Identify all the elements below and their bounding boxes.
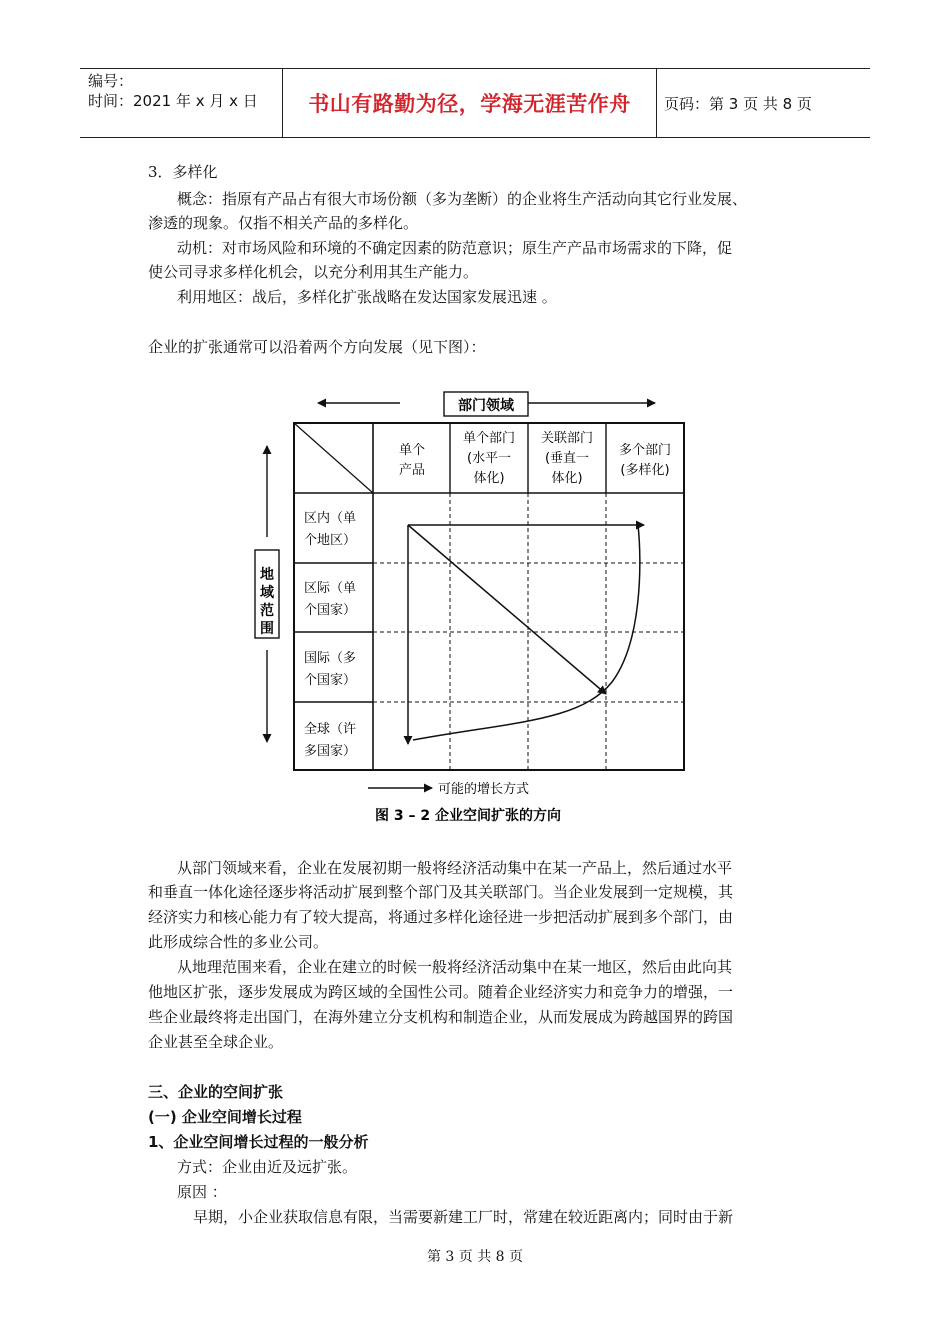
- side-label-char: 地: [260, 567, 274, 583]
- paragraph-line: 企业甚至全球企业。: [148, 1033, 284, 1051]
- side-label-char: 范: [260, 603, 274, 619]
- header-time: 时间：2021 年 x 月 x 日: [88, 92, 258, 110]
- row-header: 多国家）: [304, 744, 357, 759]
- row-header: 全球（许: [304, 722, 357, 737]
- page-header: [80, 68, 870, 138]
- section-title: 3．多样化: [148, 163, 218, 181]
- row-header: 国际（多: [304, 651, 357, 666]
- header-number: 编号：: [88, 72, 134, 90]
- row-header: 个国家）: [304, 603, 357, 618]
- paragraph-line: 和垂直一体化途径逐步将活动扩展到整个部门及其关联部门。当企业发展到一定规模，其: [148, 883, 734, 901]
- col-header: 产品: [398, 463, 426, 478]
- top-label: 部门领域: [458, 398, 514, 414]
- header-meta: [88, 71, 280, 135]
- concept-line: 概念：指原有产品占有很大市场份额（多为垄断）的企业将生产活动向其它行业发展、: [177, 190, 748, 208]
- heading-level3: 1、企业空间增长过程的一般分析: [148, 1133, 369, 1151]
- concept-line: 渗透的现象。仅指不相关产品的多样化。: [148, 214, 419, 232]
- paragraph-line: 经济实力和核心能力有了较大提高，将通过多样化途径进一步把活动扩展到多个部门，由: [148, 908, 734, 926]
- row-header: 个国家）: [304, 673, 357, 688]
- header-motto: 书山有路勤为径，学海无涯苦作舟: [308, 92, 631, 116]
- page-footer: 第 3 页 共 8 页: [426, 1249, 524, 1265]
- row-header: 区内（单: [304, 511, 357, 526]
- row-header: 个地区）: [304, 533, 357, 548]
- motive-line: 使公司寻求多样化机会，以充分利用其生产能力。: [148, 263, 479, 281]
- col-header: 体化): [551, 471, 583, 486]
- col-header: 关联部门: [540, 431, 594, 446]
- col-header: (水平一: [466, 451, 512, 466]
- expansion-figure: [250, 382, 700, 832]
- heading-level2: (一) 企业空间增长过程: [148, 1108, 302, 1126]
- paragraph-line: 些企业最终将走出国门，在海外建立分支机构和制造企业，从而发展成为跨越国界的跨国: [148, 1008, 734, 1026]
- paragraph-line: 从部门领域来看，企业在发展初期一般将经济活动集中在某一产品上，然后通过水平: [177, 859, 733, 877]
- expansion-diagram: [250, 382, 700, 832]
- paragraph-line: 他地区扩张，逐步发展成为跨区域的全国性公司。随着企业经济实力和竞争力的增强，一: [148, 983, 734, 1001]
- paragraph-line: 早期，小企业获取信息有限，当需要新建工厂时，常建在较近距离内；同时由于新: [193, 1208, 734, 1226]
- col-header: 单个部门: [462, 431, 516, 446]
- bottom-label: 可能的增长方式: [438, 782, 530, 797]
- motive-line: 动机：对市场风险和环境的不确定因素的防范意识；原生产产品市场需求的下降，促: [177, 239, 733, 257]
- col-header: 多个部门: [618, 443, 672, 458]
- method-line: 方式：企业由近及远扩张。: [177, 1158, 358, 1176]
- header-divider: [656, 69, 657, 137]
- reason-line: 原因 ：: [177, 1183, 227, 1201]
- col-header: (垂直一: [544, 451, 590, 466]
- corner-diagonal: [294, 423, 373, 493]
- col-header: 单个: [398, 443, 426, 458]
- region-line: 利用地区：战后，多样化扩张战略在发达国家发展迅速 。: [177, 288, 557, 306]
- side-label-char: 围: [260, 621, 274, 637]
- col-header: (多样化): [620, 463, 670, 478]
- paragraph-line: 从地理范围来看，企业在建立的时候一般将经济活动集中在某一地区，然后由此向其: [177, 958, 733, 976]
- side-label-char: 域: [260, 585, 274, 601]
- paragraph-line: 此形成综合性的多业公司。: [148, 933, 329, 951]
- row-header: 区际（单: [304, 581, 357, 596]
- intro-line: 企业的扩张通常可以沿着两个方向发展（见下图）：: [148, 338, 486, 356]
- heading-level1: 三、企业的空间扩张: [148, 1083, 284, 1101]
- header-page: 页码：第 3 页 共 8 页: [664, 94, 812, 113]
- figure-caption: 图 3 – 2 企业空间扩张的方向: [375, 808, 561, 824]
- path-diagonal: [408, 525, 606, 694]
- col-header: 体化): [473, 471, 505, 486]
